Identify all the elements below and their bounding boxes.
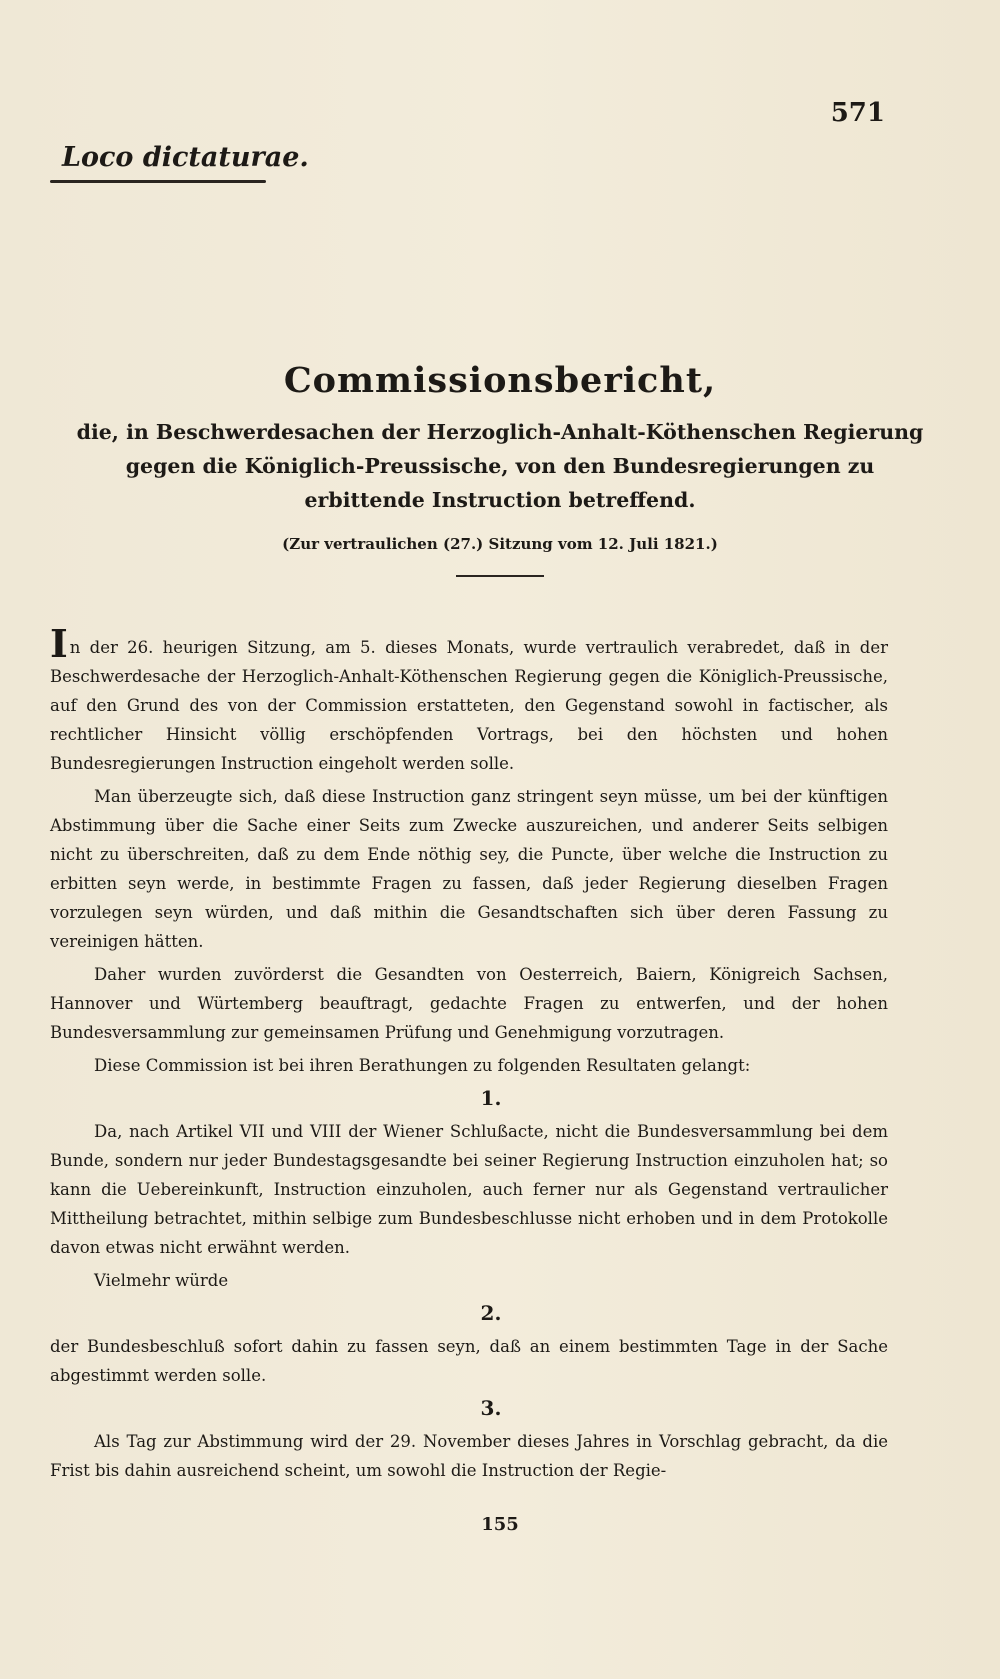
drop-cap: I bbox=[50, 621, 68, 666]
header-label: Loco dictaturae. bbox=[62, 142, 309, 173]
title-block bbox=[40, 360, 960, 577]
paragraph-3: Daher wurden zuvörderst die Gesandten von Oesterreich, Baiern, Königreich Sachsen, Hannover und Würtemberg beauftragt, gedachte Fragen zu entwerfen, und der hohen Bundesversammlung zur gemeinsamen Prüfung und Genehmigung vorzutragen. bbox=[50, 965, 888, 1042]
paragraph-1 bbox=[50, 621, 888, 778]
document-subtitle: die, in Beschwerdesachen der Herzoglich-Anhalt-Köthenschen Regierung gegen die Königlich-Preussische, von den Bundesregierungen zu erbittende Instruction betreffend. bbox=[76, 420, 924, 512]
section-number-1: 1. bbox=[480, 1086, 502, 1110]
paragraph-5: Da, nach Artikel VII und VIII der Wiener Schlußacte, nicht die Bundesversammlung bei dem Bunde, sondern nur jeder Bundestagsgesandte bei seiner Regierung Instruction einzuholen hat; so kann die Uebereinkunft, Instruction einzuholen, auch ferner nur als Gegenstand vertraulicher Mittheilung betrachtet, mithin selbige zum Bundesbeschlusse nicht erhoben und in dem Protokolle davon etwas nicht erwähnt werden. bbox=[50, 1122, 888, 1257]
paragraph-8: Als Tag zur Abstimmung wird der 29. November dieses Jahres in Vorschlag gebracht, da die Frist bis dahin ausreichend scheint, um sowohl die Instruction der Regie- bbox=[50, 1432, 888, 1480]
paragraph-2: Man überzeugte sich, daß diese Instruction ganz stringent seyn müsse, um bei der künftigen Abstimmung über die Sache einer Seits zum Zwecke auszureichen, und anderer Seits selbigen nicht zu überschreiten, daß zu dem Ende nöthig sey, die Puncte, über welche die Instruction zu erbitten seyn werde, in bestimmte Fragen zu fassen, daß jeder Regierung dieselben Fragen vorzulegen seyn würden, und daß mithin die Gesandtschaften sich über deren Fassung zu vereinigen hätten. bbox=[50, 787, 888, 951]
section-number-2: 2. bbox=[480, 1301, 502, 1325]
header-rule bbox=[50, 180, 266, 183]
title-divider bbox=[456, 575, 544, 577]
paragraph-6: Vielmehr würde bbox=[94, 1271, 229, 1290]
page-number: 571 bbox=[830, 98, 885, 128]
body-text bbox=[50, 621, 888, 1485]
paragraph-1-text: n der 26. heurigen Sitzung, am 5. dieses Monats, wurde vertraulich verabredet, daß in der Beschwerdesache der Herzoglich-Anhalt-Köthenschen Regierung gegen die Königlich-Preussische, auf den Grund des von der Commission erstatteten, den Gegenstand sowohl in factischer, als rechtlicher Hinsicht völlig erschöpfenden Vortrags, bei den höchsten und hohen Bundesregierungen Instruction eingeholt werden solle. bbox=[50, 638, 888, 773]
document-heading: Commissionsbericht, bbox=[283, 360, 717, 401]
signature-mark: 155 bbox=[481, 1514, 519, 1535]
section-number-3: 3. bbox=[480, 1396, 502, 1420]
paragraph-7: der Bundesbeschluß sofort dahin zu fassen seyn, daß an einem bestimmten Tage in der Sache abgestimmt werden solle. bbox=[50, 1337, 888, 1385]
session-note: (Zur vertraulichen (27.) Sitzung vom 12. Juli 1821.) bbox=[282, 535, 718, 553]
paragraph-4: Diese Commission ist bei ihren Berathungen zu folgenden Resultaten gelangt: bbox=[94, 1056, 751, 1075]
